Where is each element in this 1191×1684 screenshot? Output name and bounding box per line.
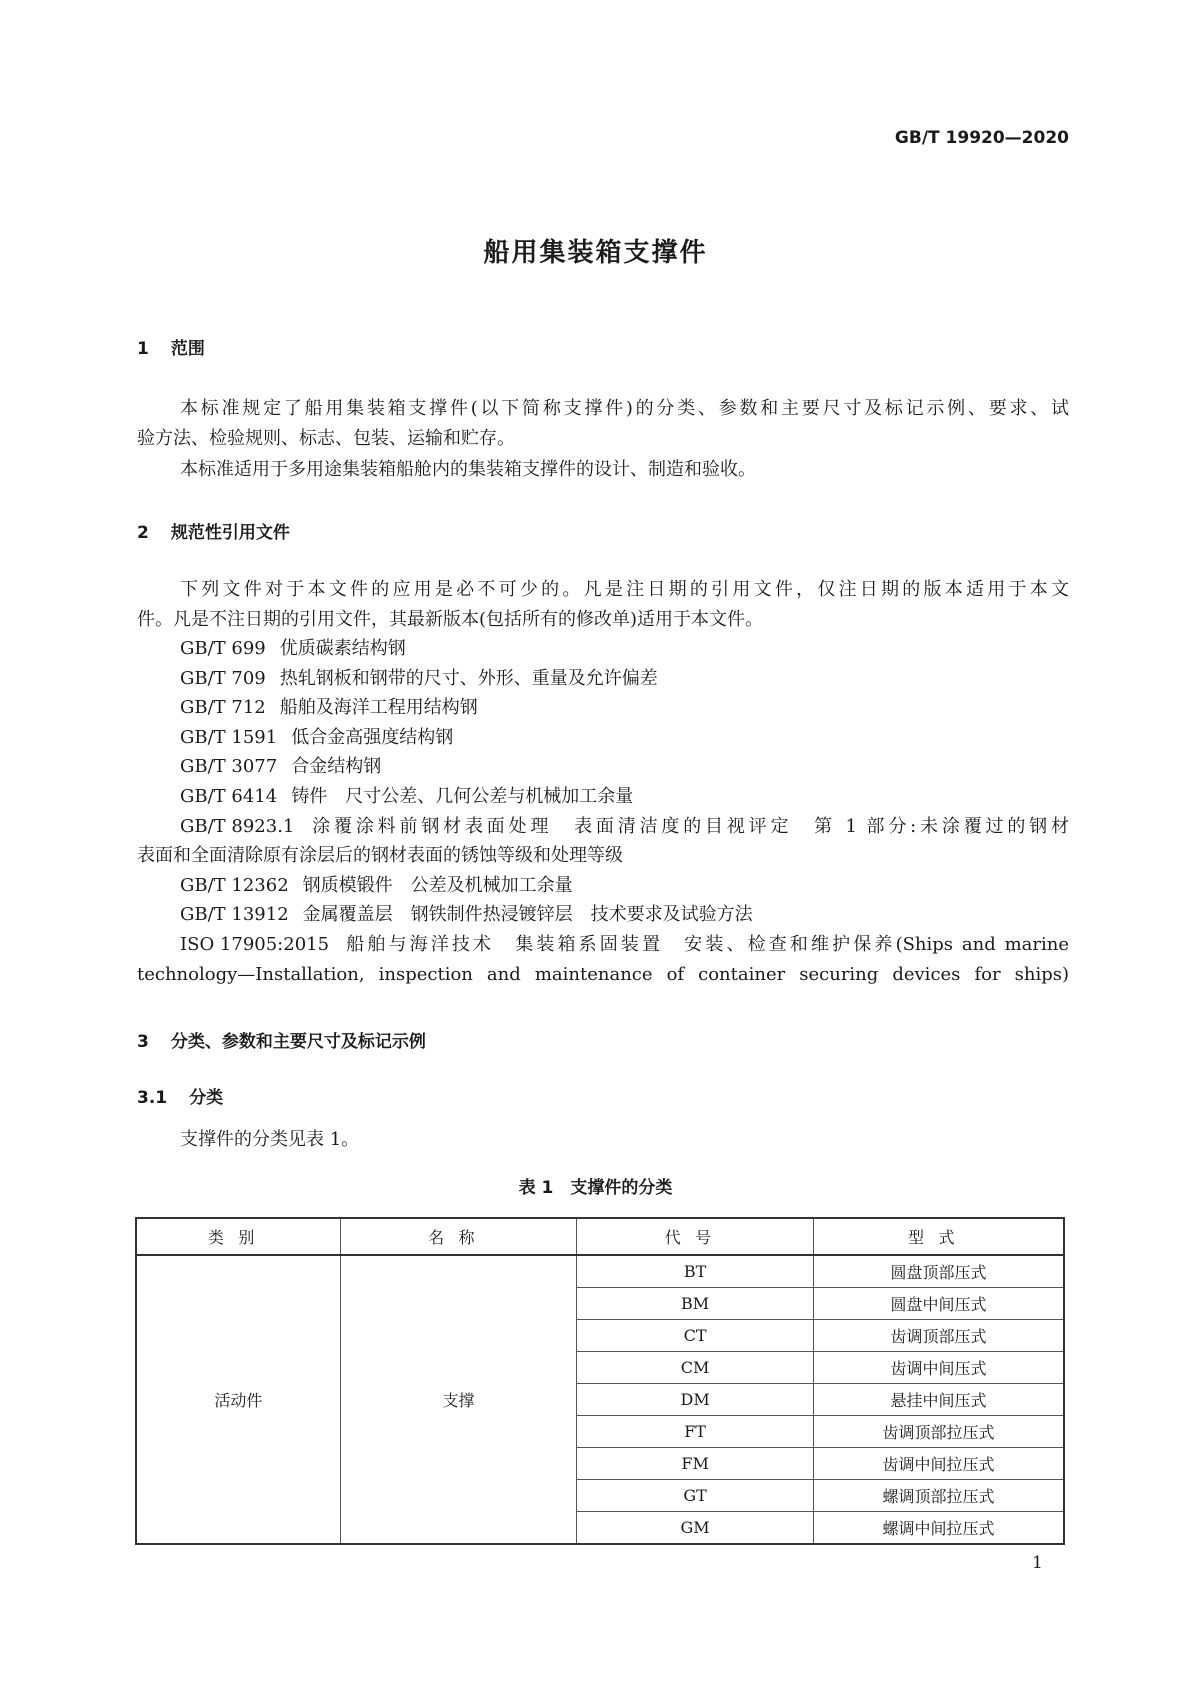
reference-title: 钢质模锻件 公差及机械加工余量 [302, 874, 573, 896]
section-1-heading [137, 334, 205, 359]
type-cell: 齿调中间拉压式 [813, 1448, 1064, 1480]
category-cell: 活动件 [136, 1255, 340, 1544]
section-3-heading [137, 1027, 426, 1052]
standard-number: GB/T 19920—2020 [894, 128, 1069, 148]
reference-title: 低合金高强度结构钢 [291, 726, 454, 748]
reference-item [180, 697, 1069, 719]
reference-title-continued: technology—Installation, inspection and maintenance of container securing devices for ships) [137, 963, 1069, 985]
type-cell: 齿调顶部拉压式 [813, 1416, 1064, 1448]
reference-code: GB/T 13912 [180, 904, 289, 926]
code-cell: GM [577, 1512, 814, 1545]
table-header-row [136, 1218, 1064, 1255]
reference-item [180, 875, 1069, 897]
reference-title: 优质碳素结构钢 [279, 638, 406, 659]
section-2-heading [137, 518, 290, 543]
code-cell: DM [577, 1384, 814, 1416]
reference-code: GB/T 712 [180, 697, 266, 719]
code-cell: BT [577, 1255, 814, 1288]
reference-item [180, 638, 1069, 660]
section-title: 规范性引用文件 [170, 523, 290, 543]
paragraph-line: 本标准规定了船用集装箱支撑件(以下简称支撑件)的分类、参数和主要尺寸及标记示例、要求、试 [180, 398, 1069, 419]
reference-title: 热轧钢板和钢带的尺寸、外形、重量及允许偏差 [279, 667, 658, 689]
paragraph-line: 件。凡是不注日期的引用文件，其最新版本(包括所有的修改单)适用于本文件。 [137, 609, 764, 630]
column-header: 类别 [136, 1218, 340, 1255]
section-title: 分类 [189, 1088, 224, 1108]
section-number: 2 [137, 523, 149, 543]
reference-title: 船舶及海洋工程用结构钢 [279, 697, 478, 719]
section-number: 1 [137, 339, 149, 359]
reference-item [180, 904, 1069, 926]
reference-item [180, 816, 1069, 838]
paragraph-line: 下列文件对于本文件的应用是必不可少的。凡是注日期的引用文件，仅注日期的版本适用于本文 [180, 579, 1069, 600]
table-row [136, 1255, 1064, 1288]
reference-code: ISO 17905:2015 [180, 934, 330, 955]
table-caption: 表 1 支撑件的分类 [518, 1178, 673, 1198]
section-title: 分类、参数和主要尺寸及标记示例 [170, 1032, 426, 1052]
reference-title: 金属覆盖层 钢铁制件热浸镀锌层 技术要求及试验方法 [302, 904, 753, 926]
reference-code: GB/T 12362 [180, 874, 289, 896]
section-3-1-heading [137, 1083, 223, 1108]
page-number: 1 [1032, 1553, 1043, 1573]
code-cell: FM [577, 1448, 814, 1480]
reference-code: GB/T 1591 [180, 726, 278, 748]
reference-code: GB/T 8923.1 [180, 815, 295, 837]
section-title: 范围 [170, 339, 205, 359]
reference-item [180, 756, 1069, 778]
type-cell: 悬挂中间压式 [813, 1384, 1064, 1416]
code-cell: BM [577, 1288, 814, 1320]
classification-table [135, 1217, 1065, 1545]
reference-item [180, 934, 1069, 956]
column-header: 型式 [813, 1218, 1064, 1255]
reference-item [180, 668, 1069, 690]
code-cell: GT [577, 1480, 814, 1512]
code-cell: FT [577, 1416, 814, 1448]
paragraph-line: 验方法、检验规则、标志、包装、运输和贮存。 [137, 428, 515, 449]
reference-title: 铸件 尺寸公差、几何公差与机械加工余量 [291, 786, 634, 807]
reference-code: GB/T 3077 [180, 756, 278, 778]
reference-title: 船舶与海洋技术 集装箱系固装置 安装、检查和维护保养(Ships and marine [343, 934, 1069, 955]
type-cell: 齿调顶部压式 [813, 1320, 1064, 1352]
section-number: 3.1 [137, 1088, 168, 1108]
type-cell: 螺调中间拉压式 [813, 1512, 1064, 1545]
reference-title: 合金结构钢 [291, 756, 382, 778]
code-cell: CT [577, 1320, 814, 1352]
reference-title: 涂覆涂料前钢材表面处理 表面清洁度的目视评定 第 1 部分:未涂覆过的钢材 [308, 815, 1069, 837]
type-cell: 螺调顶部拉压式 [813, 1480, 1064, 1512]
section-number: 3 [137, 1032, 149, 1052]
type-cell: 齿调中间压式 [813, 1352, 1064, 1384]
reference-code: GB/T 699 [180, 638, 266, 659]
code-cell: CM [577, 1352, 814, 1384]
reference-code: GB/T 6414 [180, 786, 278, 807]
paragraph: 本标准适用于多用途集装箱船舱内的集装箱支撑件的设计、制造和验收。 [180, 459, 756, 480]
paragraph: 支撑件的分类见表 1。 [180, 1129, 360, 1150]
reference-title-continued: 表面和全面清除原有涂层后的钢材表面的锈蚀等级和处理等级 [137, 845, 623, 867]
type-cell: 圆盘中间压式 [813, 1288, 1064, 1320]
column-header: 名称 [340, 1218, 577, 1255]
reference-item [180, 786, 1069, 808]
reference-item [180, 727, 1069, 749]
reference-code: GB/T 709 [180, 667, 266, 689]
name-cell: 支撑 [340, 1255, 577, 1544]
column-header: 代号 [577, 1218, 814, 1255]
type-cell: 圆盘顶部压式 [813, 1255, 1064, 1288]
page-title: 船用集装箱支撑件 [483, 238, 708, 268]
